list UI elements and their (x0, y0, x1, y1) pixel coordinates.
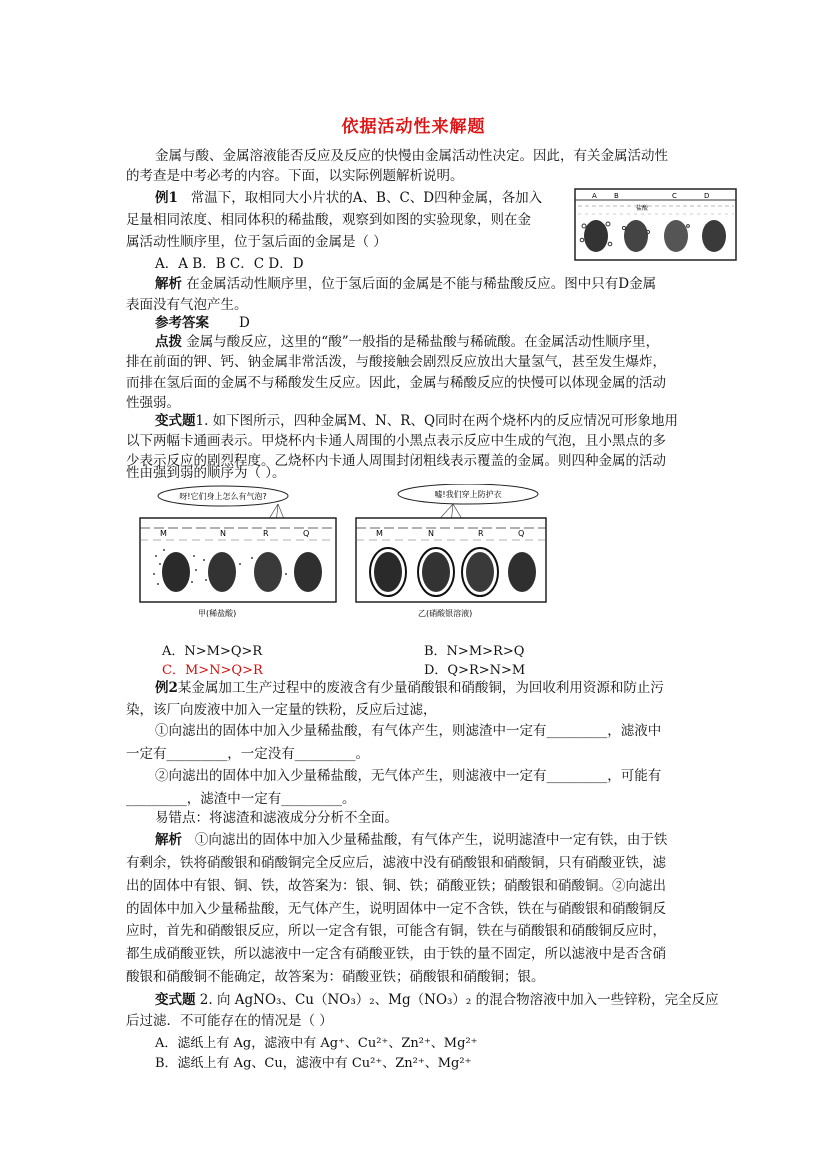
example-2-line-1 (155, 678, 664, 698)
variant-1-label: 变式题 (155, 413, 196, 429)
speech-bubble-left-text: 呀!它们身上怎么有气泡? (179, 492, 267, 501)
fig1-label-c: C (672, 192, 677, 200)
example-1-line-1 (155, 188, 542, 208)
example-1-analysis-line-2: 表面没有气泡产生。 (126, 297, 248, 313)
example-1-answer (155, 313, 250, 333)
letter-r-right: R (478, 529, 484, 538)
fig1-metal-d (702, 220, 726, 252)
variant-1-cartoon-figure (138, 484, 548, 620)
example-2-line-4: 一定有_________，一定没有_________。 (126, 746, 369, 762)
letter-q-right: Q (518, 529, 525, 538)
example-2-analysis-line-5: 应时，首先和硝酸银反应，所以一定含有银，可能含有铜，铁在与硝酸银和硝酸铜反应时， (126, 923, 666, 939)
variant-1-line-2: 以下两幅卡通画表示。甲烧杯内卡通人周围的小黑点表示反应中生成的气泡，且小黑点的多 (126, 433, 666, 449)
variant-1-text: 1. 如下图所示，四种金属M、N、R、Q同时在两个烧杯内的反应情况可形象地用 (195, 413, 679, 429)
variant-1-option-a: A．N>M>Q>R (162, 644, 263, 659)
example-2-analysis-line-4: 的固体中加入少量稀盐酸，无气体产生，说明固体中一定不含铁，铁在与硝酸银和硝酸铜反 (126, 901, 666, 917)
tip-line-1 (155, 332, 659, 352)
example-2-analysis-line-7: 酸银和硝酸铜不能确定，故答案为：硝酸亚铁；硝酸银和硝酸铜；银。 (126, 969, 545, 985)
variant-1-option-d: D．Q>R>N>M (424, 663, 526, 678)
variant-2-option-b: B．滤纸上有 Ag、Cu，滤液中有 Cu²⁺、Zn²⁺、Mg²⁺ (155, 1056, 472, 1071)
example-2-text: 某金属加工生产过程中的废液含有少量硝酸银和硝酸铜，为回收利用资源和防止污 (177, 680, 664, 696)
letter-n-left: N (220, 529, 226, 538)
example-2-analysis-line-1 (155, 830, 667, 850)
example-2-line-6: _________，滤渣中一定有_________。 (126, 791, 356, 807)
intro-line-2: 的考查是中考必考的内容。下面，以实际例题解析说明。 (126, 168, 464, 184)
example-2-line-2: 染，该厂向废液中加入一定量的铁粉，反应后过滤， (126, 702, 437, 718)
tip-line-3: 而排在氢后面的金属不与稀酸发生反应。因此，金属与稀酸反应的快慢可以体现金属的活动 (126, 375, 666, 391)
document-title: 依据活动性来解题 (341, 117, 486, 137)
example-1-analysis-text: 在金属活动性顺序里，位于氢后面的金属是不能与稀盐酸反应。图中只有D金属 (186, 276, 657, 292)
caption-left: 甲(稀盐酸) (198, 609, 237, 618)
fig1-label-d: D (704, 192, 710, 200)
letter-m-right: M (376, 529, 383, 538)
letter-r-left: R (263, 529, 269, 538)
tip-text: 金属与酸反应，这里的“酸”一般指的是稀盐酸与稀硫酸。在金属活动性顺序里， (186, 334, 660, 350)
example-2-analysis-line-3: 出的固体中有银、铜、铁，故答案为：银、铜、铁；硝酸亚铁；硝酸银和硝酸铜。②向滤出 (126, 878, 666, 894)
example-1-line-3: 属活动性顺序里，位于氢后面的金属是（ ） (126, 234, 387, 250)
example-1-line-2: 足量相同浓度、相同体积的稀盐酸，观察到如图的实验现象，则在金 (126, 212, 531, 228)
example-2-label: 例2 (155, 680, 178, 696)
fig1-label-b: B (614, 192, 619, 200)
example-2-pitfall: 易错点：将滤渣和滤液成分分析不全面。 (155, 810, 398, 826)
example-1-beaker-figure (574, 188, 737, 261)
answer-value: D (239, 315, 250, 331)
letter-q-left: Q (303, 529, 310, 538)
example-1-analysis-line-1 (155, 274, 656, 294)
letter-n-right: N (428, 529, 434, 538)
answer-label: 参考答案 (155, 315, 209, 331)
speech-bubble-right-text: 嘘!我们穿上防护衣 (434, 490, 502, 499)
fig1-label-acid: 盐酸 (636, 205, 649, 212)
example-2-analysis-line-6: 都生成硝酸亚铁，所以滤液中一定含有硝酸亚铁，由于铁的量不固定，所以滤液中是否含硝 (126, 946, 666, 962)
tip-label: 点拨 (155, 334, 182, 350)
variant-1-option-c: C．M>N>Q>R (162, 663, 263, 678)
variant-2-line-1 (155, 990, 719, 1010)
example-1-options: A．A B．B C．C D．D (155, 256, 304, 272)
variant-1-option-b: B．N>M>R>Q (424, 644, 525, 659)
letter-m-left: M (160, 529, 167, 538)
example-2-analysis-line-2: 有剩余，铁将硝酸银和硝酸铜完全反应后，滤液中没有硝酸银和硝酸铜，只有硝酸亚铁，滤 (126, 855, 666, 871)
variant-2-line-2: 后过滤．不可能存在的情况是（ ） (126, 1013, 333, 1029)
variant-1-line-3: 少表示反应的剧烈程度。乙烧杯内卡通人周围封闭粗线表示覆盖的金属。则四种金属的活动 (126, 453, 666, 469)
example-1-text: 常温下，取相同大小片状的A、B、C、D四种金属，各加入 (190, 190, 543, 206)
tip-line-4: 性强弱。 (126, 395, 180, 411)
intro-line-1: 金属与酸、金属溶液能否反应及反应的快慢由金属活动性决定。因此，有关金属活动性 (155, 148, 668, 164)
variant-1-line-4: 性由强到弱的顺序为（ ）。 (126, 465, 286, 481)
variant-2-label: 变式题 (155, 992, 196, 1008)
variant-2-text: 2. 向 AgNO₃、Cu（NO₃）₂、Mg（NO₃）₂ 的混合物溶液中加入一些锌粉，完全反应 (199, 992, 719, 1008)
fig1-label-a: A (592, 192, 597, 200)
example-2-analysis-text: ①向滤出的固体中加入少量稀盐酸，有气体产生，说明滤渣中一定有铁，由于铁 (194, 832, 668, 848)
example-2-line-3: ①向滤出的固体中加入少量稀盐酸，有气体产生，则滤渣中一定有_________，滤液中 (155, 723, 662, 739)
beaker-right (356, 484, 546, 618)
caption-right: 乙(硝酸银溶液) (418, 609, 473, 618)
example-1-analysis-label: 解析 (155, 276, 182, 292)
beaker-left (140, 486, 336, 618)
variant-2-option-a: A．滤纸上有 Ag，滤液中有 Ag⁺、Cu²⁺、Zn²⁺、Mg²⁺ (155, 1036, 478, 1051)
example-1-label: 例1 (155, 190, 178, 206)
tip-line-2: 排在前面的钾、钙、钠金属非常活泼，与酸接触会剧烈反应放出大量氢气，甚至发生爆炸， (126, 354, 666, 370)
example-2-analysis-label: 解析 (155, 832, 182, 848)
example-2-line-5: ②向滤出的固体中加入少量稀盐酸，无气体产生，则滤液中一定有_________，可能有 (155, 768, 662, 784)
variant-1-line-1 (155, 411, 678, 431)
